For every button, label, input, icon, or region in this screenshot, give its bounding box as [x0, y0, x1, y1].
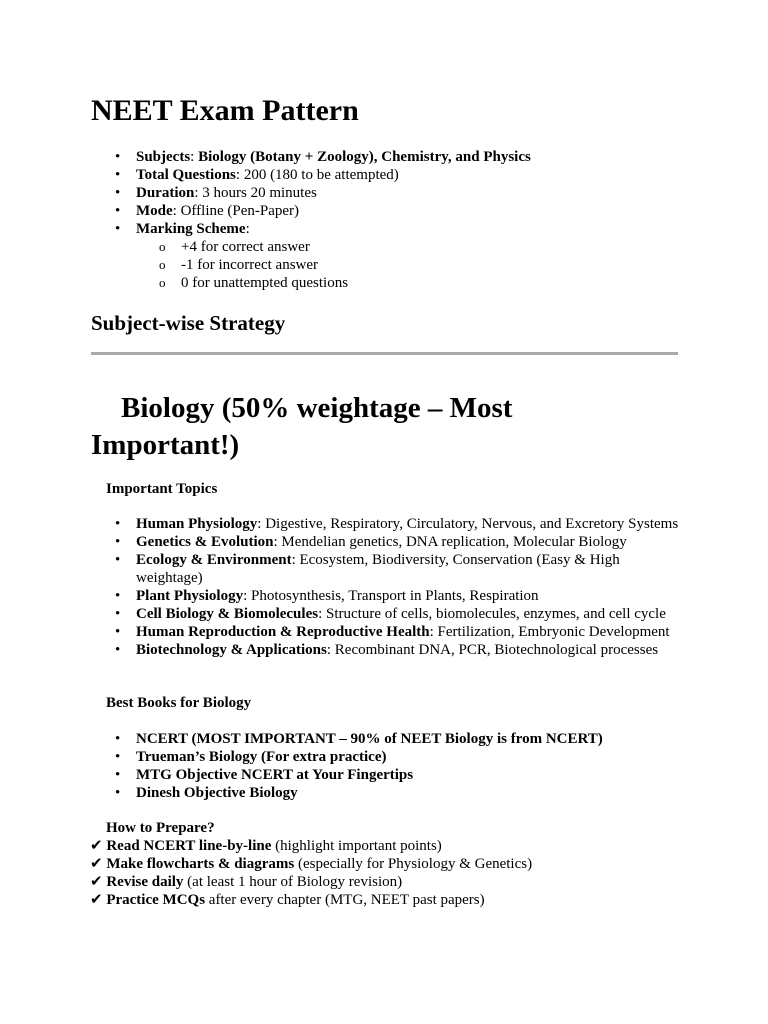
list-item: • Genetics & Evolution: Mendelian genetics, DNA replication, Molecular Biology	[115, 534, 627, 550]
list-item: • Cell Biology & Biomolecules: Structure of cells, biomolecules, enzymes, and cell cycle	[115, 606, 666, 622]
list-item: • NCERT (MOST IMPORTANT – 90% of NEET Biology is from NCERT)	[115, 731, 603, 747]
checkmark-icon: ✔	[90, 838, 103, 854]
circle-bullet-icon: o	[159, 257, 166, 272]
list-item: • Subjects: Biology (Botany + Zoology), Chemistry, and Physics	[115, 149, 531, 165]
list-item: o -1 for incorrect answer	[159, 257, 319, 273]
list-item: • Human Physiology: Digestive, Respiratory, Circulatory, Nervous, and Excretory Systems	[115, 516, 679, 532]
list-item: • Dinesh Objective Biology	[115, 785, 298, 801]
bullet-icon: •	[115, 731, 121, 747]
checkmark-icon: ✔	[90, 892, 103, 908]
bullet-icon: •	[115, 606, 121, 622]
checklist-item: ✔ Read NCERT line-by-line (highlight important points)	[90, 838, 442, 854]
list-item: • Trueman’s Biology (For extra practice)	[115, 749, 387, 765]
bullet-icon: •	[115, 624, 121, 640]
important-topics-list	[91, 515, 681, 659]
list-item: • Ecology & Environment: Ecosystem, Biodiversity, Conservation (Easy & High weightage)	[115, 552, 620, 586]
books-heading: Best Books for Biology	[106, 695, 252, 711]
list-item: o +4 for correct answer	[159, 239, 310, 255]
bullet-icon: •	[115, 749, 121, 765]
bullet-icon: •	[115, 767, 121, 783]
list-item: • Human Reproduction & Reproductive Health: Fertilization, Embryonic Development	[115, 624, 670, 640]
bullet-icon: •	[115, 185, 121, 201]
list-item: • Marking Scheme: o +4 for correct answer o -1 for incorrect answer o 0 for unattempted questions	[91, 220, 691, 292]
list-item: • Total Questions: 200 (180 to be attempted)	[115, 167, 399, 183]
bullet-icon: •	[115, 203, 121, 219]
list-item: • Biotechnology & Applications: Recombinant DNA, PCR, Biotechnological processes	[115, 642, 659, 658]
books-list	[91, 730, 691, 802]
exam-pattern-list	[91, 148, 691, 292]
biology-heading: Biology (50% weightage – Most Important!)	[91, 392, 513, 461]
checkmark-icon: ✔	[90, 874, 103, 890]
bullet-icon: •	[115, 785, 121, 801]
bullet-icon: •	[115, 642, 121, 658]
bullet-icon: •	[115, 149, 121, 165]
horizontal-rule	[91, 352, 678, 355]
checkmark-icon: ✔	[90, 856, 103, 872]
bullet-icon: •	[115, 221, 121, 237]
bullet-icon: •	[115, 588, 121, 604]
circle-bullet-icon: o	[159, 239, 166, 254]
prepare-checklist	[90, 837, 532, 909]
list-item: • Plant Physiology: Photosynthesis, Transport in Plants, Respiration	[115, 588, 539, 604]
marking-scheme-list	[136, 238, 691, 292]
bullet-icon: •	[115, 516, 121, 532]
strategy-heading: Subject-wise Strategy	[91, 311, 286, 335]
list-item: o 0 for unattempted questions	[159, 275, 349, 291]
bullet-icon: •	[115, 167, 121, 183]
page-title: NEET Exam Pattern	[91, 94, 359, 127]
list-item: • Duration: 3 hours 20 minutes	[115, 185, 317, 201]
list-item: • MTG Objective NCERT at Your Fingertips	[115, 767, 414, 783]
checklist-item: ✔ Revise daily (at least 1 hour of Biology revision)	[90, 874, 403, 890]
bullet-icon: •	[115, 534, 121, 550]
list-item: • Mode: Offline (Pen-Paper)	[115, 203, 300, 219]
bullet-icon: •	[115, 552, 121, 568]
checklist-item: ✔ Practice MCQs after every chapter (MTG, NEET past papers)	[90, 892, 485, 908]
important-topics-heading: Important Topics	[106, 481, 218, 497]
circle-bullet-icon: o	[159, 275, 166, 290]
prepare-heading: How to Prepare?	[106, 820, 215, 836]
checklist-item: ✔ Make flowcharts & diagrams (especially for Physiology & Genetics)	[90, 856, 533, 872]
